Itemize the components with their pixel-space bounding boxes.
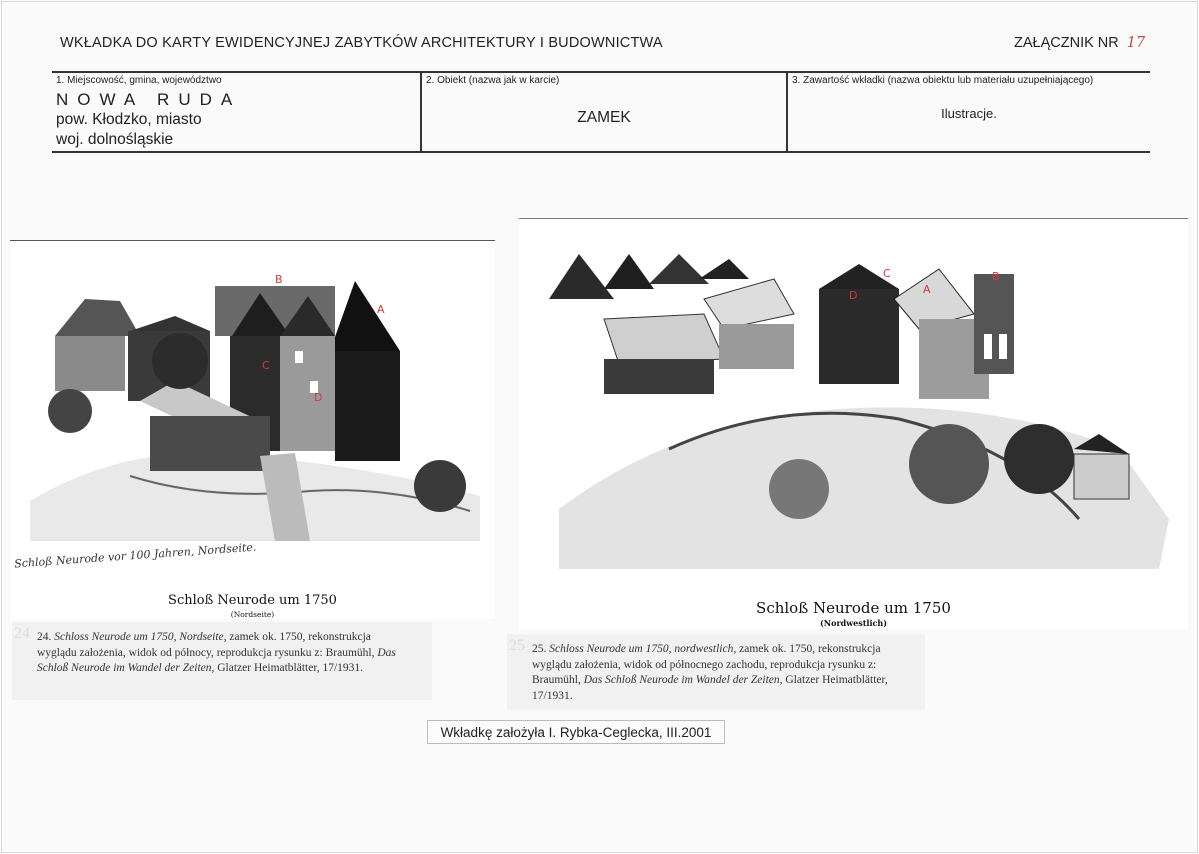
caption-text: zamek ok. 1750, rekonstrukcja wyglądu założenia, widok od północy, reprodukcja rysunku z: Braumühl,: [37, 631, 378, 659]
contents-label: 3. Zawartość wkładki (nazwa obiektu lub materiału uzupełniającego): [792, 75, 1094, 86]
annex-number-value: 17: [1126, 35, 1146, 51]
illustration-subtitle: (Nordseite): [230, 610, 275, 619]
contents-cell: [786, 73, 1150, 151]
county-name: pow. Kłodzko, miasto: [56, 111, 202, 128]
author-note: Wkładkę założyła I. Rybka-Ceglecka, III.2001: [427, 720, 725, 744]
caption-north: [12, 622, 432, 700]
illustration-title: Schloß Neurode um 1750: [168, 593, 337, 608]
caption-text-end: Glatzer Heimatblätter, 17/1931.: [532, 674, 888, 702]
page-title: WKŁADKA DO KARTY EWIDENCYJNEJ ZABYTKÓW ARCHITEKTURY I BUDOWNICTWA: [60, 35, 663, 51]
caption-ghost-number: 25: [509, 637, 525, 654]
marker-b: B: [275, 273, 283, 286]
illustration-subtitle: (Nordwestlich): [820, 618, 887, 628]
caption-source: Das Schloß Neurode im Wandel der Zeiten,: [37, 646, 396, 674]
location-label: 1. Miejscowość, gmina, województwo: [56, 75, 222, 86]
contents-value: Ilustracje.: [941, 106, 997, 121]
caption-source: Das Schloß Neurode im Wandel der Zeiten,: [583, 674, 783, 686]
object-name: ZAMEK: [577, 109, 631, 126]
caption-text: zamek ok. 1750, rekonstrukcja wyglądu założenia, widok od północnego zachodu, reprodukcja rysunku z: Braumühl,: [532, 643, 881, 686]
town-name: NOWA RUDA: [56, 90, 242, 109]
marker-c: C: [883, 267, 891, 280]
marker-b: B: [992, 270, 1000, 283]
caption-title: Schloss Neurode um 1750, nordwestlich,: [549, 643, 737, 655]
object-label: 2. Obiekt (nazwa jak w karcie): [426, 75, 560, 86]
caption-northwest: [507, 634, 925, 710]
location-cell: [52, 73, 420, 151]
castle-drawing-northwest: [519, 219, 1188, 589]
annex-number: [1014, 35, 1145, 51]
handwritten-note: Schloß Neurode vor 100 Jahren, Nordseite.: [13, 540, 257, 571]
caption-ghost-number: 24: [14, 625, 30, 642]
castle-drawing-north: [10, 241, 495, 586]
voivodeship-name: woj. dolnośląskie: [56, 131, 174, 148]
caption-number: 24.: [37, 631, 52, 643]
annex-label: ZAŁĄCZNIK NR: [1014, 35, 1119, 51]
caption-title: Schloss Neurode um 1750, Nordseite,: [54, 631, 227, 643]
marker-a: A: [377, 303, 385, 316]
caption-number: 25.: [532, 643, 547, 655]
marker-a: A: [923, 283, 931, 296]
illustration-north: [10, 240, 495, 619]
marker-d: D: [849, 289, 858, 302]
caption-text-end: Glatzer Heimatblätter, 17/1931.: [214, 662, 364, 674]
info-table: [52, 71, 1150, 153]
illustration-title: Schloß Neurode um 1750: [756, 599, 951, 617]
marker-c: C: [262, 359, 270, 372]
object-cell: [420, 73, 786, 151]
marker-d: D: [314, 391, 323, 404]
illustration-northwest: [519, 218, 1188, 629]
